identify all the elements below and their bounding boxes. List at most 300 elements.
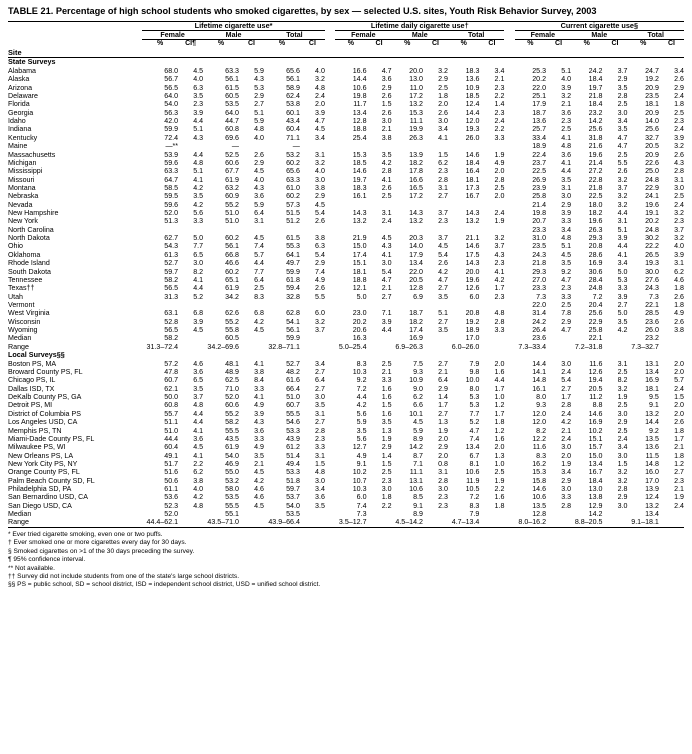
table-cell: 58.2 bbox=[164, 275, 179, 284]
table-cell: 59.9 bbox=[164, 125, 179, 134]
row-site-label: Philadelphia SD, PA bbox=[8, 485, 72, 494]
table-cell bbox=[546, 334, 571, 342]
table-cell bbox=[392, 226, 423, 234]
table-cell: 9.1 bbox=[356, 459, 367, 468]
table-cell: 3.2 bbox=[617, 468, 628, 477]
table-cell: 60.6 bbox=[225, 401, 239, 410]
table-cell: 13.2 bbox=[352, 217, 367, 226]
col-ci: CI bbox=[431, 40, 439, 48]
table-cell: 14.2 bbox=[409, 443, 423, 452]
table-cell: 20.0 bbox=[465, 267, 480, 276]
table-cell: 2.5 bbox=[438, 83, 448, 92]
table-cell: 3.8 bbox=[193, 476, 204, 485]
table-cell: 15.0 bbox=[588, 451, 603, 460]
table-row bbox=[8, 326, 684, 334]
column-gap bbox=[504, 418, 514, 426]
table-cell: 63.1 bbox=[164, 309, 179, 318]
table-cell: — bbox=[292, 142, 300, 151]
table-cell: 16.0 bbox=[645, 468, 659, 477]
table-row bbox=[8, 176, 684, 184]
table-cell: 30.0 bbox=[645, 267, 659, 276]
table-cell: 3.0 bbox=[561, 443, 572, 452]
table-cell: 3.0 bbox=[381, 259, 392, 268]
table-cell bbox=[423, 226, 448, 234]
column-gap bbox=[504, 410, 514, 418]
table-cell: 5.4 bbox=[438, 250, 448, 259]
table-row bbox=[8, 502, 684, 510]
table-cell: 18.1 bbox=[645, 100, 659, 109]
table-cell: 7.1 bbox=[413, 459, 423, 468]
column-gap bbox=[325, 485, 335, 493]
table-cell: 4.2 bbox=[356, 401, 367, 410]
column-gap bbox=[325, 418, 335, 426]
table-cell: 58.2 bbox=[164, 334, 179, 343]
table-cell: 6.7 bbox=[469, 451, 480, 460]
table-cell: 2.2 bbox=[494, 92, 505, 101]
table-cell: 1.9 bbox=[561, 459, 572, 468]
table-cell: 52.8 bbox=[164, 317, 179, 326]
table-cell: 2.1 bbox=[381, 284, 392, 293]
table-cell: 22.2 bbox=[645, 242, 659, 251]
table-row bbox=[8, 418, 684, 426]
table-cell: 53.9 bbox=[164, 150, 179, 159]
table-cell: 2.6 bbox=[674, 75, 684, 84]
table-cell: 3.9 bbox=[315, 108, 325, 117]
table-cell: 8.1 bbox=[469, 459, 480, 468]
table-cell: 20.9 bbox=[645, 108, 659, 117]
table-cell: 2.4 bbox=[561, 409, 572, 418]
table-cell: 61.0 bbox=[286, 183, 300, 192]
table-cell: 4.2 bbox=[561, 418, 572, 427]
table-cell bbox=[367, 518, 392, 527]
table-cell: 20.9 bbox=[645, 83, 659, 92]
table-cell: 3.7 bbox=[438, 209, 448, 218]
table-cell bbox=[479, 142, 504, 150]
table-cell: 3.3 bbox=[561, 493, 572, 502]
table-cell: 25.6 bbox=[645, 125, 659, 134]
table-cell: 4.7–13.4 bbox=[451, 518, 480, 527]
table-cell bbox=[300, 226, 325, 234]
table-cell: 26.3 bbox=[588, 225, 603, 234]
table-cell: 31.0 bbox=[532, 234, 547, 243]
table-cell: 3.6 bbox=[561, 108, 572, 117]
table-cell: 18.0 bbox=[588, 200, 603, 209]
table-cell: 60.2 bbox=[286, 192, 300, 201]
table-cell: 3.0 bbox=[617, 501, 628, 510]
table-cell: 65.1 bbox=[225, 275, 239, 284]
table-cell: 5.5 bbox=[617, 158, 628, 167]
table-cell: 3.3 bbox=[494, 133, 505, 142]
table-cell: 8.9 bbox=[413, 510, 423, 519]
table-cell bbox=[479, 334, 504, 342]
table-cell bbox=[367, 226, 392, 234]
table-cell: 14.3 bbox=[465, 209, 480, 218]
table-cell: 11.9 bbox=[466, 476, 480, 485]
table-cell: 3.3 bbox=[561, 217, 572, 226]
table-row bbox=[8, 84, 684, 92]
table-cell: 4.1 bbox=[561, 158, 572, 167]
table-cell: 4.1 bbox=[561, 133, 572, 142]
table-cell: 66.8 bbox=[225, 250, 239, 259]
table-cell: 6.2 bbox=[413, 393, 423, 402]
table-cell: 3.2 bbox=[674, 234, 684, 243]
table-cell: 51.4 bbox=[286, 451, 300, 460]
table-cell: 26.0 bbox=[465, 133, 480, 142]
table-row bbox=[8, 477, 684, 485]
table-cell: 3.6 bbox=[254, 192, 264, 201]
table-cell: 8.9 bbox=[413, 434, 423, 443]
table-cell: 28.4 bbox=[588, 275, 603, 284]
table-cell: 3.9 bbox=[617, 292, 628, 301]
table-cell: 5.1 bbox=[617, 225, 628, 234]
table-cell: 1.9 bbox=[438, 426, 448, 435]
column-gap bbox=[504, 510, 514, 518]
table-cell bbox=[300, 510, 325, 518]
table-cell: 14.6 bbox=[588, 409, 603, 418]
table-cell: 6.4 bbox=[315, 376, 325, 385]
column-gap bbox=[504, 159, 514, 167]
table-cell: 4.3 bbox=[494, 250, 505, 259]
table-cell: 1.8 bbox=[674, 284, 684, 293]
table-cell: 52.0 bbox=[164, 510, 179, 519]
table-row bbox=[8, 284, 684, 292]
table-cell: 4.4 bbox=[617, 209, 628, 218]
column-gap bbox=[504, 201, 514, 209]
table-cell: 6.4 bbox=[254, 275, 264, 284]
table-row bbox=[8, 268, 684, 276]
table-cell: 2.0 bbox=[674, 401, 684, 410]
table-cell: 2.6 bbox=[254, 150, 264, 159]
table-cell: 1.8 bbox=[381, 493, 392, 502]
col-ci: CI bbox=[308, 40, 316, 48]
footnote: * Ever tried cigarette smoking, even one or two puffs. bbox=[8, 530, 163, 538]
table-cell: 2.1 bbox=[674, 443, 684, 452]
table-cell: 33.4 bbox=[532, 133, 547, 142]
table-cell: 3.1 bbox=[561, 183, 572, 192]
data-table bbox=[8, 21, 684, 528]
table-cell: 3.4 bbox=[315, 359, 325, 368]
table-cell: 10.2 bbox=[352, 468, 367, 477]
table-cell: 16.3 bbox=[352, 334, 367, 343]
row-site-label: San Diego USD, CA bbox=[8, 501, 72, 510]
table-cell: 2.3 bbox=[494, 108, 505, 117]
table-cell: 3.5 bbox=[617, 125, 628, 134]
table-cell: 12.9 bbox=[588, 501, 603, 510]
column-gap bbox=[504, 518, 514, 527]
table-cell: 60.7 bbox=[164, 376, 179, 385]
table-cell: 6.2 bbox=[193, 468, 204, 477]
table-cell: 4.8 bbox=[561, 142, 572, 151]
table-cell: 3.2 bbox=[561, 92, 572, 101]
column-gap bbox=[325, 192, 335, 200]
table-cell: 22.0 bbox=[532, 301, 547, 309]
table-cell: 59.7 bbox=[164, 267, 179, 276]
table-cell: 3.0 bbox=[617, 409, 628, 418]
column-gap bbox=[325, 376, 335, 384]
column-gap bbox=[504, 385, 514, 393]
column-gap bbox=[504, 192, 514, 200]
table-cell: 3.5 bbox=[381, 150, 392, 159]
table-cell: 5.1 bbox=[561, 66, 572, 75]
table-cell: 1.2 bbox=[674, 459, 684, 468]
table-cell: 20.9 bbox=[645, 150, 659, 159]
table-cell: 4.9 bbox=[315, 275, 325, 284]
table-cell: 3.1 bbox=[315, 150, 325, 159]
table-cell: 3.2 bbox=[617, 476, 628, 485]
table-cell: 3.8 bbox=[381, 133, 392, 142]
table-cell: 53.5 bbox=[286, 510, 300, 519]
table-cell: 15.0 bbox=[352, 242, 367, 251]
table-cell: 2.9 bbox=[617, 75, 628, 84]
table-cell: 5.4 bbox=[315, 250, 325, 259]
table-cell: 8.5 bbox=[413, 493, 423, 502]
table-cell: 63.3 bbox=[225, 66, 239, 75]
table-cell: 4.1 bbox=[193, 275, 204, 284]
table-cell: 9.1 bbox=[413, 501, 423, 510]
table-cell: 3.2 bbox=[315, 75, 325, 84]
table-cell bbox=[239, 142, 264, 150]
table-cell: 2.6 bbox=[315, 217, 325, 226]
group-header-lifetime-daily: Lifetime daily cigarette use† bbox=[335, 21, 504, 31]
column-gap bbox=[504, 318, 514, 326]
table-cell: 13.9 bbox=[645, 485, 659, 494]
table-cell: 5.0 bbox=[356, 292, 367, 301]
table-cell: 3.3 bbox=[254, 384, 264, 393]
column-gap bbox=[504, 67, 514, 75]
row-site-label: Alabama bbox=[8, 66, 36, 75]
table-cell bbox=[264, 226, 300, 234]
table-cell: 7.4 bbox=[254, 242, 264, 251]
table-cell: 2.5 bbox=[617, 150, 628, 159]
table-cell: 4.1 bbox=[193, 451, 204, 460]
table-cell: 18.2 bbox=[588, 209, 603, 218]
column-gap bbox=[325, 435, 335, 443]
table-cell: 1.5 bbox=[381, 100, 392, 109]
col-pct: % bbox=[217, 40, 225, 48]
table-cell: 16.4 bbox=[465, 167, 480, 176]
table-cell: 16.1 bbox=[532, 384, 547, 393]
table-cell: 3.5 bbox=[561, 259, 572, 268]
row-site-label: Kentucky bbox=[8, 133, 38, 142]
table-cell: 53.5 bbox=[225, 493, 239, 502]
table-cell: 4.5 bbox=[254, 468, 264, 477]
table-row bbox=[8, 234, 684, 242]
table-cell: 54.0 bbox=[164, 100, 179, 109]
table-row bbox=[8, 293, 684, 301]
footnote: ** Not available. bbox=[8, 564, 55, 572]
table-row bbox=[8, 276, 684, 284]
table-cell: 4.4 bbox=[193, 284, 204, 293]
table-cell: 1.5 bbox=[381, 401, 392, 410]
table-cell: 60.2 bbox=[225, 234, 239, 243]
table-cell: 10.2 bbox=[588, 426, 603, 435]
table-cell: 1.8 bbox=[494, 418, 505, 427]
table-cell: 1.2 bbox=[494, 401, 505, 410]
table-cell: 5.9 bbox=[254, 117, 264, 126]
row-site-label: Boston PS, MA bbox=[8, 359, 57, 368]
table-cell: 58.9 bbox=[286, 83, 300, 92]
table-cell: 61.5 bbox=[225, 83, 239, 92]
table-cell: 51.8 bbox=[286, 476, 300, 485]
table-cell: 57.3 bbox=[286, 200, 300, 209]
table-cell: 31.3 bbox=[164, 292, 179, 301]
table-cell: 8.8–20.5 bbox=[574, 518, 603, 527]
table-cell: 51.6 bbox=[164, 468, 179, 477]
table-cell: 3.3 bbox=[315, 443, 325, 452]
table-cell bbox=[178, 518, 203, 527]
table-cell: 3.1 bbox=[438, 468, 448, 477]
table-cell: 17.9 bbox=[409, 250, 423, 259]
table-cell bbox=[423, 518, 448, 527]
row-site-label: Utah bbox=[8, 292, 23, 301]
column-gap bbox=[325, 360, 335, 368]
table-cell: 7.7 bbox=[193, 242, 204, 251]
table-cell: 13.1 bbox=[409, 476, 423, 485]
table-cell: 60.9 bbox=[225, 192, 239, 201]
column-gap bbox=[325, 301, 335, 309]
table-cell: 60.2 bbox=[225, 267, 239, 276]
table-cell: 18.3 bbox=[465, 66, 480, 75]
col-pct: % bbox=[404, 40, 411, 48]
table-cell: 2.5 bbox=[617, 401, 628, 410]
table-cell: 4.1 bbox=[381, 175, 392, 184]
table-cell: 24.7 bbox=[645, 66, 659, 75]
table-cell: 9.3 bbox=[413, 368, 423, 376]
sex-header-total-3: Total bbox=[627, 31, 684, 40]
table-cell: 7.4 bbox=[356, 501, 367, 510]
table-cell: 4.9 bbox=[356, 451, 367, 460]
table-cell: 3.5 bbox=[438, 292, 448, 301]
table-cell: 56.1 bbox=[225, 242, 239, 251]
table-cell bbox=[239, 343, 264, 351]
table-cell: 2.7 bbox=[315, 368, 325, 376]
table-cell: 4.4 bbox=[381, 326, 392, 335]
table-cell: 5.4 bbox=[381, 267, 392, 276]
table-cell bbox=[300, 343, 325, 351]
table-cell: 55.1 bbox=[225, 510, 239, 519]
table-cell: 22.9 bbox=[588, 317, 603, 326]
table-cell: 6.0 bbox=[315, 309, 325, 318]
table-cell bbox=[423, 301, 448, 309]
table-cell: 2.3 bbox=[494, 259, 505, 268]
table-cell: 64.1 bbox=[286, 250, 300, 259]
table-cell: 2.5 bbox=[494, 468, 505, 477]
table-row bbox=[8, 410, 684, 418]
table-cell: 1.7 bbox=[561, 393, 572, 402]
table-cell: 4.5 bbox=[193, 443, 204, 452]
table-cell: 61.5 bbox=[286, 234, 300, 243]
table-cell: 51.3 bbox=[164, 217, 179, 226]
table-row bbox=[8, 485, 684, 493]
column-gap bbox=[504, 242, 514, 250]
table-cell: 71.1 bbox=[286, 133, 300, 142]
table-cell: 21.4 bbox=[588, 158, 603, 167]
table-cell: 20.2 bbox=[645, 217, 659, 226]
table-row bbox=[8, 134, 684, 142]
table-cell: 20.5 bbox=[588, 384, 603, 393]
table-cell bbox=[142, 226, 178, 234]
table-cell: 2.7 bbox=[315, 418, 325, 427]
table-cell: 2.5 bbox=[561, 301, 572, 309]
table-cell bbox=[239, 510, 264, 518]
table-cell: 3.1 bbox=[674, 175, 684, 184]
row-site-label: North Dakota bbox=[8, 234, 50, 243]
table-cell: 3.0 bbox=[193, 259, 204, 268]
table-row bbox=[8, 318, 684, 326]
table-cell: 66.4 bbox=[286, 384, 300, 393]
table-cell: 51.1 bbox=[164, 418, 179, 427]
table-cell: 12.0 bbox=[532, 418, 547, 427]
table-cell: 1.3 bbox=[438, 418, 448, 427]
table-cell: 3.5 bbox=[193, 192, 204, 201]
table-cell: 7.9 bbox=[469, 359, 480, 368]
row-site-label: Florida bbox=[8, 100, 30, 109]
table-cell: 17.0 bbox=[645, 476, 659, 485]
table-cell: 3.8 bbox=[315, 234, 325, 243]
table-cell: 1.6 bbox=[381, 409, 392, 418]
table-cell: 4.4 bbox=[561, 167, 572, 176]
table-cell: 3.5 bbox=[254, 451, 264, 460]
table-cell: 7.9 bbox=[469, 510, 480, 519]
table-cell: 1.7 bbox=[494, 409, 505, 418]
table-row bbox=[8, 309, 684, 317]
table-cell: 51.0 bbox=[225, 217, 239, 226]
table-cell: 15.7 bbox=[588, 443, 603, 452]
table-cell: 3.3 bbox=[381, 376, 392, 385]
table-cell: 56.5 bbox=[164, 284, 179, 293]
table-cell: 4.2 bbox=[617, 326, 628, 335]
table-cell: 2.3 bbox=[561, 117, 572, 126]
table-cell: 6.8 bbox=[193, 309, 204, 318]
row-site-label: Mississippi bbox=[8, 167, 43, 176]
table-cell: 4.2 bbox=[381, 158, 392, 167]
table-cell: 10.6 bbox=[465, 468, 480, 477]
table-cell: 15.3 bbox=[352, 150, 367, 159]
table-cell: 64.7 bbox=[164, 175, 179, 184]
table-cell: 1.9 bbox=[494, 217, 505, 226]
column-gap bbox=[325, 92, 335, 100]
table-cell: 26.5 bbox=[645, 250, 659, 259]
table-cell: 2.8 bbox=[561, 501, 572, 510]
table-cell: 2.6 bbox=[315, 284, 325, 293]
table-cell: 8.3 bbox=[536, 451, 547, 460]
table-cell: 4.4 bbox=[617, 242, 628, 251]
table-cell: 2.0 bbox=[674, 368, 684, 376]
table-cell: 2.4 bbox=[674, 384, 684, 393]
table-cell: 59.4 bbox=[286, 284, 300, 293]
table-cell: 3.9 bbox=[381, 317, 392, 326]
table-cell bbox=[239, 226, 264, 234]
table-cell: 1.2 bbox=[494, 426, 505, 435]
column-gap bbox=[325, 284, 335, 292]
table-cell: 2.3 bbox=[674, 117, 684, 126]
table-cell: 13.0 bbox=[409, 75, 423, 84]
table-cell: 3.0 bbox=[438, 117, 448, 126]
table-cell: 6.3 bbox=[193, 83, 204, 92]
table-cell bbox=[448, 226, 479, 234]
table-cell: 52.0 bbox=[225, 393, 239, 402]
table-cell: 2.8 bbox=[617, 485, 628, 494]
table-cell: 8.8 bbox=[592, 401, 603, 410]
table-cell: 13.6 bbox=[645, 443, 659, 452]
table-cell: 1.3 bbox=[494, 451, 505, 460]
table-cell: 3.5 bbox=[315, 401, 325, 410]
table-cell: 18.1 bbox=[645, 384, 659, 393]
table-cell: 3.6 bbox=[254, 426, 264, 435]
table-cell: 15.3 bbox=[409, 108, 423, 117]
table-cell: 5.7 bbox=[254, 250, 264, 259]
table-cell bbox=[335, 201, 366, 209]
